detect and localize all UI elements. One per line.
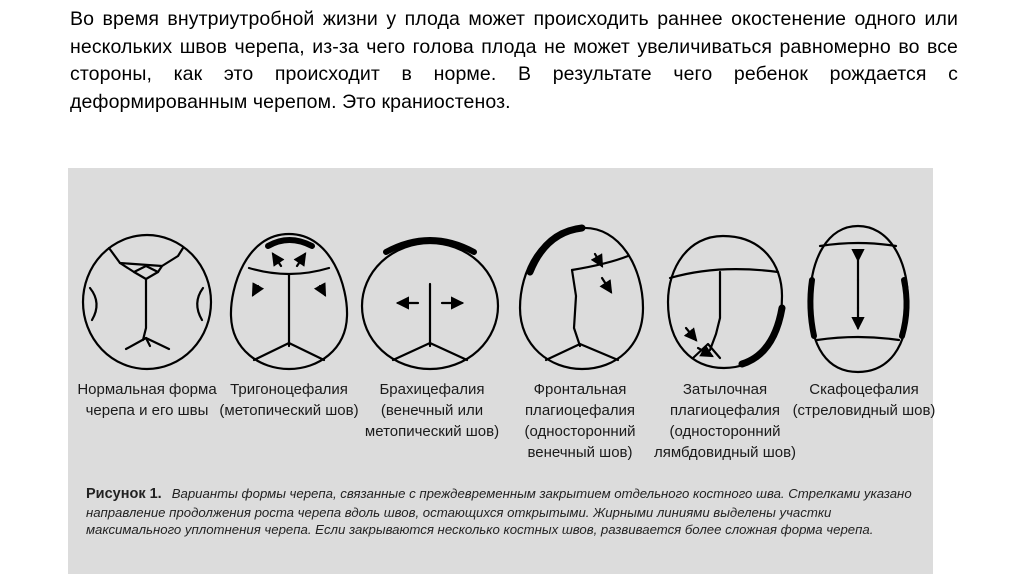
skull-brachycephaly	[362, 240, 498, 369]
figure-caption	[86, 485, 926, 539]
intro-paragraph: Во время внутриутробной жизни у плода может происходить раннее окостенение одного или нескольких швов черепа, из-за чего голова плода не может увеличиваться равномерно во все стороны, как это происходит в норме. В результате чего ребенок рождается с деформированным черепом. Это краниостеноз.	[70, 8, 958, 113]
skull-scaphocephaly	[810, 226, 908, 372]
skull-normal	[83, 235, 211, 369]
skull-trigonocephaly	[231, 234, 347, 369]
skull-occipital-plagiocephaly	[668, 236, 782, 368]
skull-frontal-plagiocephaly	[520, 228, 643, 369]
label-brachycephaly: Брахицефалия (венечный или метопический шов)	[364, 381, 500, 440]
label-trigonocephaly: Тригоноцефалия (метопический шов)	[219, 381, 359, 419]
caption-text: Варианты формы черепа, связанные с преждевременным закрытием отдельного костного шва. Стрелками указано направление продолжения роста черепа вдоль швов, остающихся открытыми. Жирными линиями выделены участки максимального уплотнения черепа. Если закрываются несколько костных швов, развивается более сложная форма черепа.	[86, 486, 912, 537]
figure-panel	[68, 168, 936, 574]
label-scaphocephaly: Скафоцефалия (стреловидный шов)	[792, 381, 936, 419]
label-frontal-plagiocephaly: Фронтальная плагиоцефалия (односторонний венечный шов)	[524, 381, 636, 461]
caption-heading: Рисунок 1.	[86, 486, 162, 502]
label-occipital-plagiocephaly: Затылочная плагиоцефалия (односторонний лямбдовидный шов)	[653, 381, 797, 461]
skull-diagrams	[68, 168, 933, 378]
label-normal: Нормальная форма черепа и его швы	[77, 381, 217, 419]
